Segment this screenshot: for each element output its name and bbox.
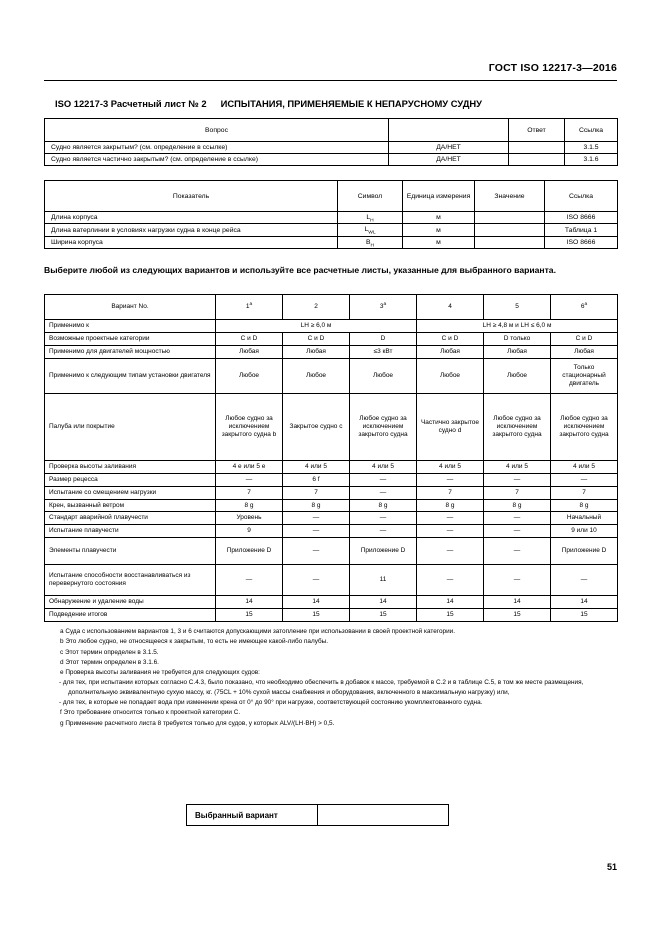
cell: D	[350, 332, 417, 345]
table-row	[45, 609, 618, 622]
table-row	[45, 512, 618, 525]
cell: —	[417, 565, 484, 596]
cell: Любая	[283, 345, 350, 358]
cell: —	[350, 512, 417, 525]
table-row	[45, 596, 618, 609]
cell-applies-to-b: LH ≥ 4,8 м и LH ≤ 6,0 м	[417, 320, 618, 333]
parameter-reference: ISO 8666	[545, 212, 618, 224]
cell: —	[417, 512, 484, 525]
selected-variant-field[interactable]	[318, 805, 449, 826]
parameter-name: Длина корпуса	[45, 212, 338, 224]
cell: С и D	[551, 332, 618, 345]
cell: —	[551, 473, 618, 486]
cell: C и D	[417, 332, 484, 345]
cell: —	[283, 565, 350, 596]
table-row	[45, 460, 618, 473]
cell: —	[484, 525, 551, 538]
table-row	[45, 212, 618, 224]
answer-choice[interactable]: ДА/НЕТ	[389, 154, 509, 166]
worksheet-label: ISO 12217-3 Расчетный лист № 2	[55, 98, 207, 109]
cell: 7	[484, 486, 551, 499]
variant-header-5: 5	[484, 295, 551, 320]
worksheet-subject: ИСПЫТАНИЯ, ПРИМЕНЯЕМЫЕ К НЕПАРУСНОМУ СУДНУ	[220, 98, 483, 109]
col-variant-no: Вариант No.	[45, 295, 216, 320]
parameter-unit: м	[403, 224, 475, 236]
table-row	[187, 805, 449, 826]
cell: 6 f	[283, 473, 350, 486]
cell: Начальный	[551, 512, 618, 525]
parameter-symbol: $B_H$	[338, 236, 403, 248]
cell: Любое	[283, 358, 350, 393]
row-label: Подведение итогов	[45, 609, 216, 622]
cell: —	[283, 525, 350, 538]
cell: 15	[417, 609, 484, 622]
reference-value: 3.1.6	[565, 154, 618, 166]
cell: Любое	[216, 358, 283, 393]
cell: —	[484, 538, 551, 565]
table-row	[45, 486, 618, 499]
cell: 8 g	[417, 499, 484, 512]
variant-header-3: 3$^a$	[350, 295, 417, 320]
table-row	[45, 345, 618, 358]
cell: 15	[551, 609, 618, 622]
question-text: Судно является частично закрытым? (см. определение в ссылке)	[45, 154, 389, 166]
cell: —	[484, 565, 551, 596]
question-text: Судно является закрытым? (см. определение в ссылке)	[45, 142, 389, 154]
cell: —	[216, 473, 283, 486]
cell: Любое судно за исключением закрытого судна	[350, 393, 417, 460]
row-label: Испытание со смещением нагрузки	[45, 486, 216, 499]
footnote-f: f Это требование относится только к проектной категории С.	[60, 709, 241, 717]
questions-table	[44, 118, 618, 166]
cell: 15	[484, 609, 551, 622]
row-label: Обнаружение и удаление воды	[45, 596, 216, 609]
row-label: Применимо к	[45, 320, 216, 333]
parameter-symbol: $L_H$	[338, 212, 403, 224]
row-label: Возможные проектные категории	[45, 332, 216, 345]
variant-header-6: 6$^a$	[551, 295, 618, 320]
parameter-value[interactable]	[475, 224, 545, 236]
parameter-reference: ISO 8666	[545, 236, 618, 248]
col-symbol: Символ	[338, 181, 403, 212]
table-row	[45, 538, 618, 565]
page-title	[55, 98, 482, 109]
cell: 14	[484, 596, 551, 609]
cell: —	[350, 525, 417, 538]
row-label: Крен, вызванный ветром	[45, 499, 216, 512]
row-label: Палуба или покрытие	[45, 393, 216, 460]
footnote-d: d Этот термин определен в 3.1.6.	[60, 658, 159, 666]
col-reference: Ссылка	[545, 181, 618, 212]
cell: Любое	[484, 358, 551, 393]
parameter-name: Ширина корпуса	[45, 236, 338, 248]
row-label: Элементы плавучести	[45, 538, 216, 565]
cell: 15	[350, 609, 417, 622]
cell: 7	[216, 486, 283, 499]
col-question: Вопрос	[45, 119, 389, 142]
cell: 4 или 5	[350, 460, 417, 473]
cell: Любая	[551, 345, 618, 358]
cell: Уровень	[216, 512, 283, 525]
variant-header-2: 2	[283, 295, 350, 320]
cell: 9	[216, 525, 283, 538]
cell: ≤3 кВт	[350, 345, 417, 358]
variant-header-1: 1$^a$	[216, 295, 283, 320]
cell: 4 или 5	[551, 460, 618, 473]
table-row	[45, 154, 618, 166]
table-header-row	[45, 181, 618, 212]
cell: Приложение D	[216, 538, 283, 565]
cell: 11	[350, 565, 417, 596]
cell: —	[417, 473, 484, 486]
cell: Приложение D	[551, 538, 618, 565]
cell: C и D	[283, 332, 350, 345]
cell: 15	[283, 609, 350, 622]
col-unit: Единица измерения	[403, 181, 475, 212]
table-row	[45, 236, 618, 248]
cell: Любое судно за исключением закрытого судна	[484, 393, 551, 460]
cell: 8 g	[551, 499, 618, 512]
footnote-g: g Применение расчетного листа 8 требуется только для судов, у которых ALV/(LH·BH) > 0,5.	[60, 719, 335, 727]
reference-value: 3.1.5	[565, 142, 618, 154]
row-label: Размер рецесса	[45, 473, 216, 486]
selected-variant-table	[186, 804, 449, 826]
cell: —	[350, 473, 417, 486]
parameter-reference: Таблица 1	[545, 224, 618, 236]
cell: —	[283, 512, 350, 525]
cell: Закрытое судно c	[283, 393, 350, 460]
cell: 4 или 5	[283, 460, 350, 473]
row-label: Применимо для двигателей мощностью	[45, 345, 216, 358]
table-row	[45, 499, 618, 512]
cell: 4 или 5	[484, 460, 551, 473]
table-row	[45, 565, 618, 596]
table-row	[45, 142, 618, 154]
parameter-name: Длина ватерлинии в условиях нагрузки судна в конце рейса	[45, 224, 338, 236]
cell: Любое судно за исключением закрытого судна	[551, 393, 618, 460]
cell: 15	[216, 609, 283, 622]
cell: Любая	[216, 345, 283, 358]
variants-table	[44, 294, 618, 622]
cell: —	[417, 538, 484, 565]
cell: —	[350, 486, 417, 499]
cell: 4 e или 5 e	[216, 460, 283, 473]
cell: 14	[417, 596, 484, 609]
cell: —	[484, 512, 551, 525]
cell: 7	[417, 486, 484, 499]
parameter-unit: м	[403, 212, 475, 224]
row-label: Испытание способности восстанавливаться из перевернутого состояния	[45, 565, 216, 596]
cell: Любое	[417, 358, 484, 393]
variant-header-4: 4	[417, 295, 484, 320]
parameter-value[interactable]	[475, 212, 545, 224]
cell: —	[216, 565, 283, 596]
cell: Только стационарный двигатель	[551, 358, 618, 393]
cell: Любая	[417, 345, 484, 358]
cell: 14	[283, 596, 350, 609]
cell: 8 g	[283, 499, 350, 512]
table-header-row	[45, 295, 618, 320]
cell: 8 g	[216, 499, 283, 512]
cell-applies-to-a: LH ≥ 6,0 м	[216, 320, 417, 333]
answer-field[interactable]	[509, 154, 565, 166]
cell: 14	[216, 596, 283, 609]
cell: 14	[350, 596, 417, 609]
parameter-unit: м	[403, 236, 475, 248]
parameters-table	[44, 180, 618, 249]
selected-variant-label: Выбранный вариант	[187, 805, 318, 826]
footnote-e: e Проверка высоты заливания не требуется для следующих судов:	[60, 669, 260, 677]
cell: 9 или 10	[551, 525, 618, 538]
row-label: Проверка высоты заливания	[45, 460, 216, 473]
cell: C и D	[216, 332, 283, 345]
cell: Любая	[484, 345, 551, 358]
col-reference: Ссылка	[565, 119, 618, 142]
col-answer: Ответ	[509, 119, 565, 142]
cell: Любое судно за исключением закрытого судна b	[216, 393, 283, 460]
table-header-row	[45, 119, 618, 142]
row-label: Испытание плавучести	[45, 525, 216, 538]
footnote-a: a Суда с использованием вариантов 1, 3 и 6 считаются допускающими затопление при использовании в своей проектной категории.	[60, 628, 456, 635]
table-row	[45, 525, 618, 538]
header-divider	[44, 80, 617, 81]
table-row	[45, 224, 618, 236]
cell: 7	[283, 486, 350, 499]
footnote-c: c Этот термин определен в 3.1.5.	[60, 648, 159, 656]
cell: Частично закрытое судно d	[417, 393, 484, 460]
col-value: Значение	[475, 181, 545, 212]
page-number: 51	[606, 862, 617, 872]
cell: —	[484, 473, 551, 486]
footnotes	[50, 627, 612, 729]
parameter-symbol: $L_{WL}$	[338, 224, 403, 236]
footnote-e-item-2: - для тех, в которые не попадает вода при изменении крена от 0° до 90° при нагрузке, соответствующей состоянию укомплектованного судна.	[59, 698, 483, 706]
row-label: Стандарт аварийной плавучести	[45, 512, 216, 525]
footnote-b: b Это любое судно, не относящееся к закрытым, то есть не имеющее какой-либо палубы.	[60, 638, 328, 646]
answer-choice[interactable]: ДА/НЕТ	[389, 142, 509, 154]
answer-field[interactable]	[509, 142, 565, 154]
row-label: Применимо к следующим типам установки двигателя	[45, 358, 216, 393]
footnote-e-item-1: - для тех, при испытании которых согласно C.4.3, было показано, что необходимо обеспечить в добавок к массе, требуемой в C.2 и в таблице C.5, в том же месте размещения, дополнительную эквивалентную сухую массу, кг. (75CL + 10% сухой массы снабжения и оборудования, включенного в максимальную нагрузку) или,	[59, 679, 584, 696]
cell: 8 g	[484, 499, 551, 512]
cell: D только	[484, 332, 551, 345]
cell: Любое	[350, 358, 417, 393]
cell: 7	[551, 486, 618, 499]
col-blank	[389, 119, 509, 142]
cell: 4 или 5	[417, 460, 484, 473]
table-row	[45, 358, 618, 393]
table-row	[45, 393, 618, 460]
cell: —	[283, 538, 350, 565]
table-row	[45, 332, 618, 345]
cell: Приложение D	[350, 538, 417, 565]
instruction-text: Выберите любой из следующих вариантов и используйте все расчетные листы, указанные для выбранного варианта.	[44, 265, 556, 275]
cell: —	[417, 525, 484, 538]
standard-reference: ГОСТ ISO 12217-3—2016	[488, 62, 617, 74]
cell: —	[551, 565, 618, 596]
table-row	[45, 320, 618, 333]
parameter-value[interactable]	[475, 236, 545, 248]
table-row	[45, 473, 618, 486]
cell: 14	[551, 596, 618, 609]
cell: 8 g	[350, 499, 417, 512]
col-parameter: Показатель	[45, 181, 338, 212]
